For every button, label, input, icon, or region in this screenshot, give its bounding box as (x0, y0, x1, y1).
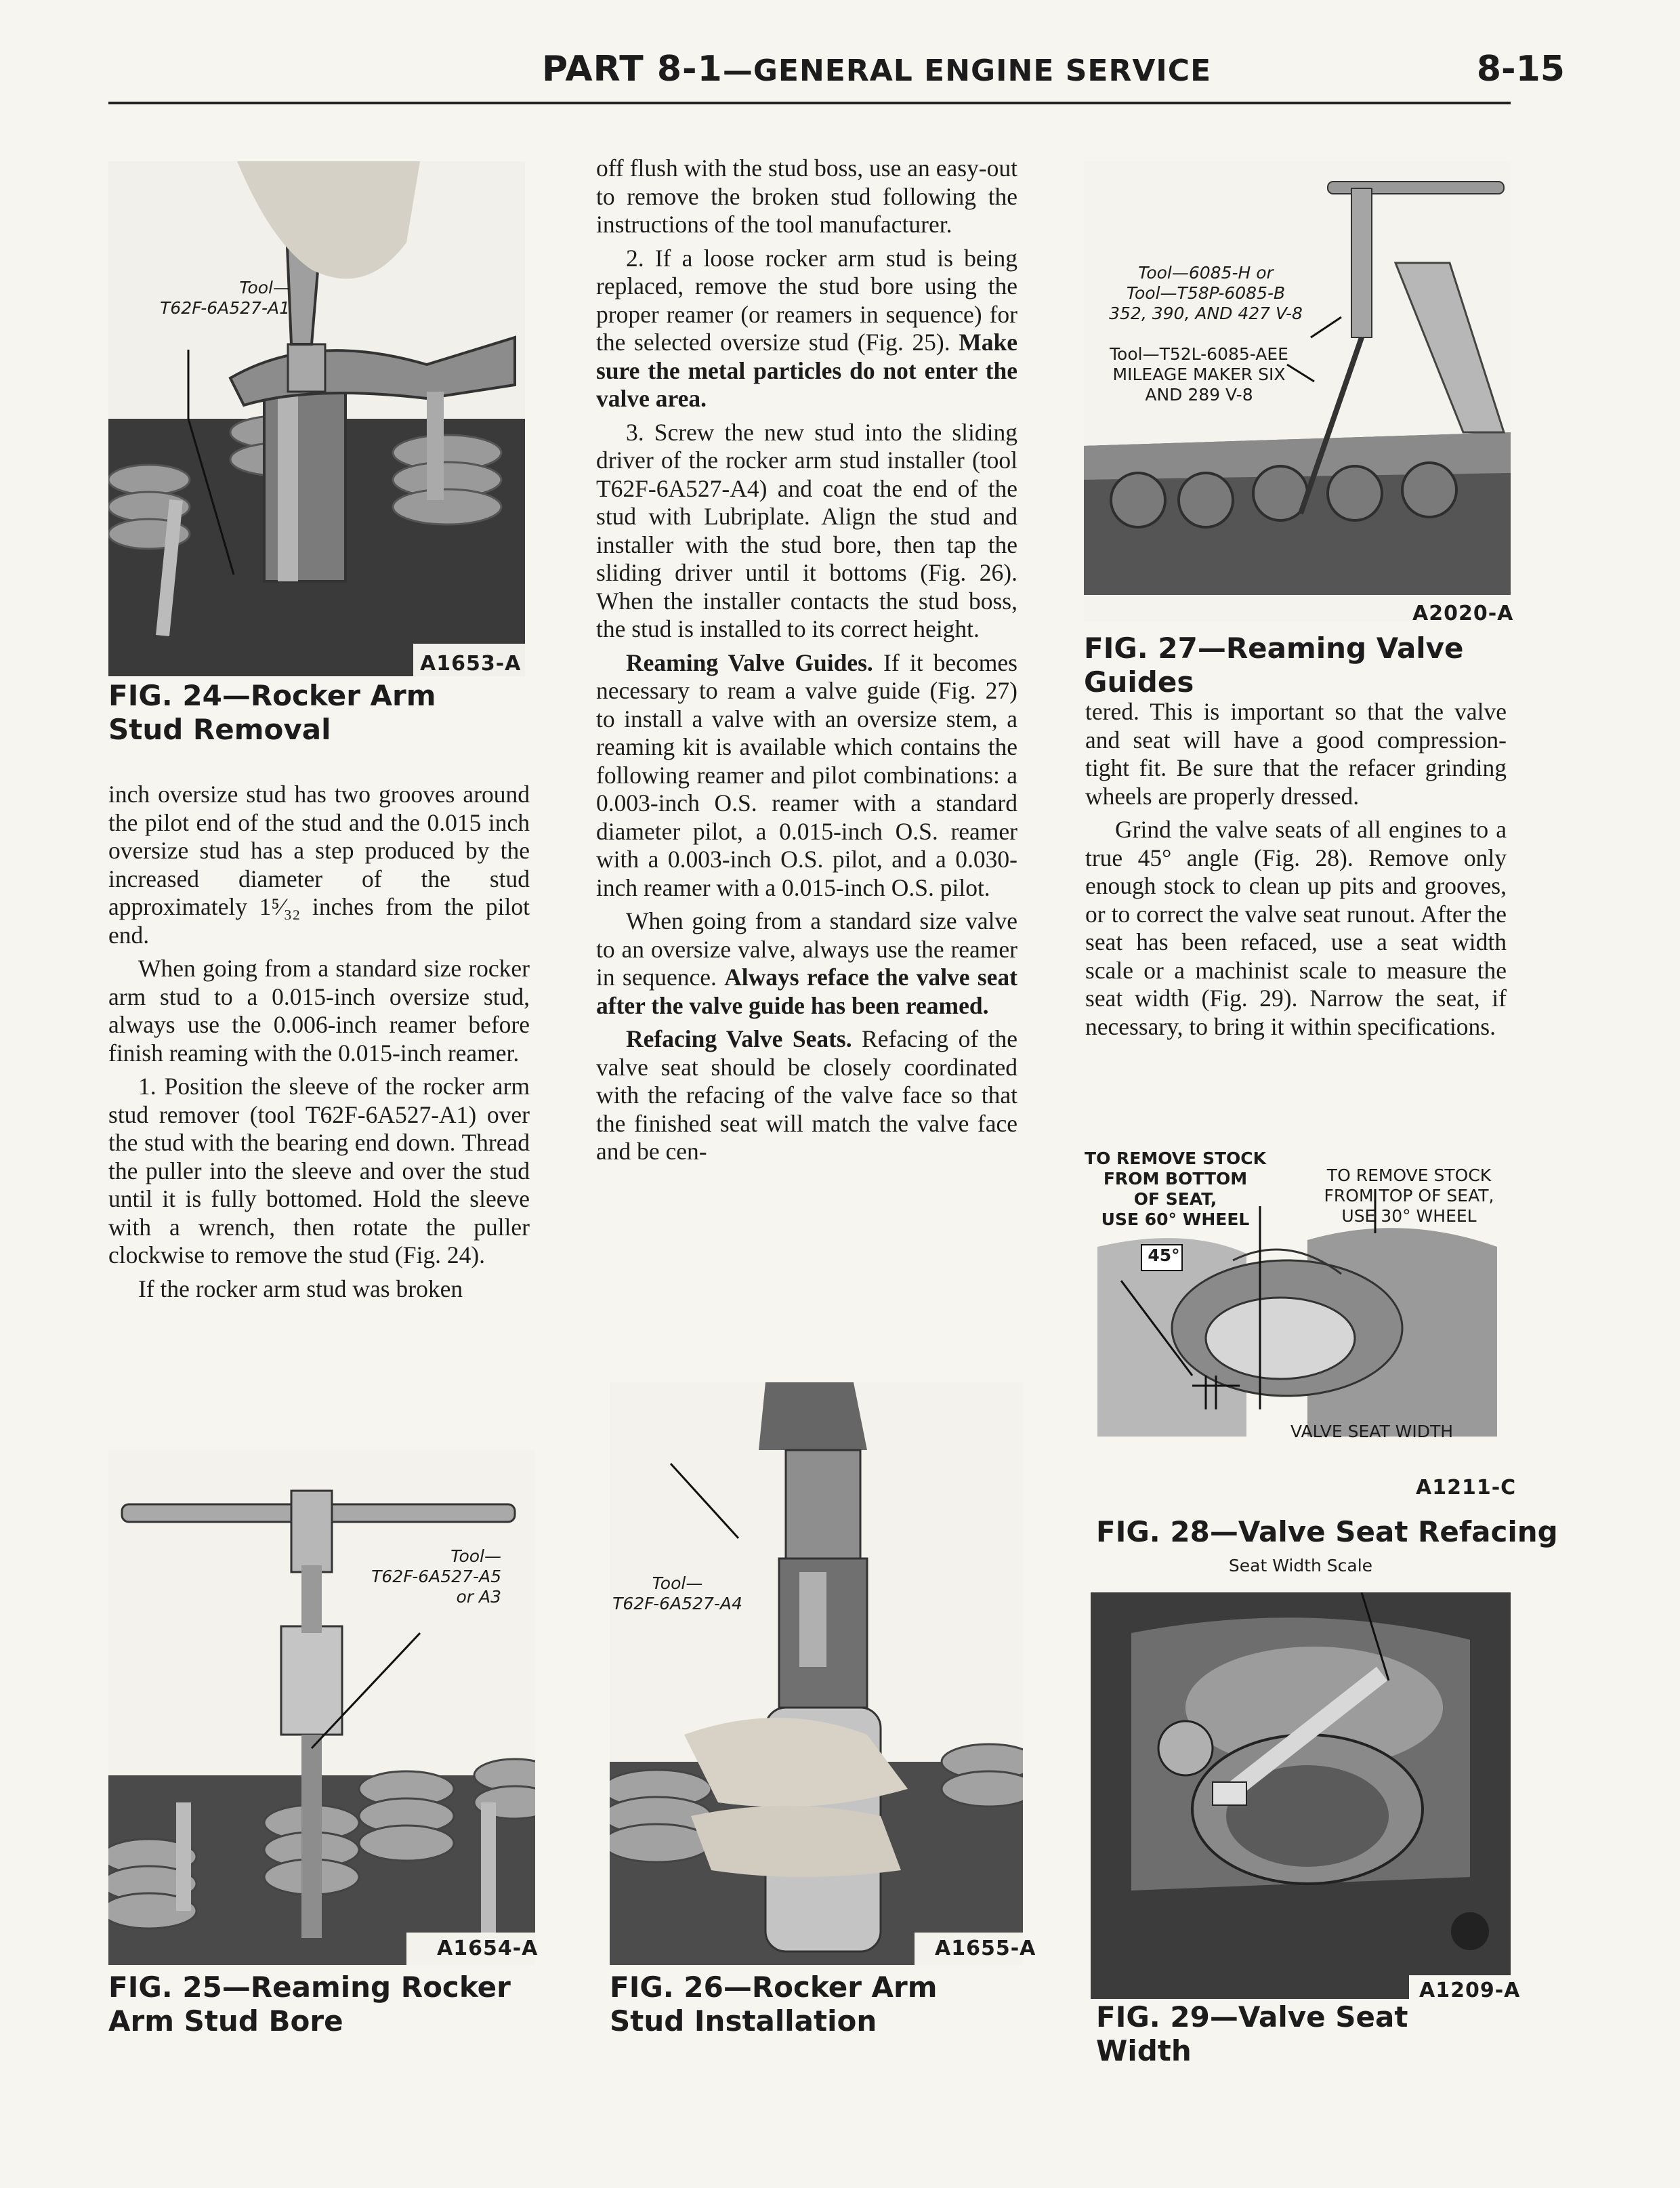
fig24-photo (108, 161, 525, 676)
fig26-photo (610, 1382, 1023, 1965)
fig28-label-left: TO REMOVE STOCK FROM BOTTOM OF SEAT, USE 60° WHEEL (1085, 1149, 1266, 1229)
col2-p4-heading: Reaming Valve Guides. (626, 648, 873, 676)
fig29-scale-label: Seat Width Scale (1228, 1556, 1373, 1575)
col2-p5-bold: Always reface the valve seat after the valve guide has been reamed. (596, 964, 1017, 1019)
col2-paragraph-1: off flush with the stud boss, use an easy-out to remove the broken stud following the instructions of the tool manufacturer. (596, 154, 1017, 238)
fig24-caption: FIG. 24—Rocker Arm Stud Removal (108, 679, 436, 746)
col2-p4-text: If it becomes necessary to ream a valve guide (Fig. 27) to install a valve with an oversize stem, a reaming kit is available which contains the following reamer and pilot combinations: a 0.003-inch O.S. reamer with a standard diameter pilot, a 0.015-inch O.S. reamer with a 0.003-inch O.S. pilot, and a 0.030-inch reamer with a 0.015-inch O.S. pilot. (596, 648, 1017, 901)
column-1-text (108, 781, 530, 1308)
page-number: 8-15 (1476, 49, 1565, 89)
fig28-angle: 45° (1148, 1245, 1180, 1265)
col2-paragraph-6 (596, 1025, 1017, 1166)
col1-paragraph-3: 1. Position the sleeve of the rocker arm stud remover (tool T62F-6A527-A1) over the stud with the bearing end down. Thread the puller into the sleeve and over the stud until it is fully bottomed. Hold the sleeve with a wrench, then rotate the puller clockwise to remove the stud (Fig. 24). (108, 1073, 530, 1268)
fig24-illustration (108, 161, 525, 676)
fig28-code: A1211-C (1416, 1476, 1517, 1500)
fig25-illustration (108, 1450, 535, 1965)
column-3-text (1085, 698, 1507, 1046)
col2-paragraph-4 (596, 649, 1017, 903)
fig25-tool-label: Tool— T62F-6A527-A5 or A3 (371, 1546, 501, 1607)
col2-p6-heading: Refacing Valve Seats. (626, 1025, 852, 1052)
fig25-code: A1654-A (437, 1937, 539, 1960)
fig28-valve-seat-width: VALVE SEAT WIDTH (1290, 1422, 1454, 1441)
header-rule (108, 102, 1511, 104)
fig28-label-right: TO REMOVE STOCK FROM TOP OF SEAT, USE 30° WHEEL (1324, 1165, 1494, 1226)
fig25-photo (108, 1450, 535, 1965)
fig28-caption: FIG. 28—Valve Seat Refacing (1096, 1515, 1558, 1548)
fig29-code: A1209-A (1419, 1979, 1521, 2002)
fig26-tool-label: Tool— T62F-6A527-A4 (612, 1573, 742, 1613)
column-2-text (596, 154, 1017, 1172)
col2-p6-text: Refacing of the valve seat should be closely coordinated with the refacing of the valve face so that the finished seat will match the valve face and be cen- (596, 1025, 1017, 1165)
fig26-illustration (610, 1382, 1023, 1965)
fig27-code: A2020-A (1412, 602, 1514, 625)
page-header (542, 49, 1211, 89)
fig24-code: A1653-A (420, 652, 522, 676)
fig29-caption: FIG. 29—Valve Seat Width (1096, 2000, 1408, 2067)
col3-paragraph-1: tered. This is important so that the valve and seat will have a good compression-tight fit. Be sure that the refacer grinding wheels are properly dressed. (1085, 698, 1507, 810)
col2-paragraph-3: 3. Screw the new stud into the sliding driver of the rocker arm stud installer (tool T62F-6A527-A4) and coat the end of the stud with Lubriplate. Align the stud and installer with the stud bore, then tap the sliding driver until it bottoms (Fig. 26). When the installer contacts the stud boss, the stud is installed to its correct height. (596, 418, 1017, 642)
fig26-caption: FIG. 26—Rocker Arm Stud Installation (610, 1970, 938, 2038)
col1-paragraph-1: inch oversize stud has two grooves around the pilot end of the stud and the 0.015 inch oversize stud has a step produced by the increased diameter of the stud approximately 1⁵⁄₃₂ inches from the pilot end. (108, 781, 530, 949)
fig27-label-2: Tool—T52L-6085-AEE MILEAGE MAKER SIX AND 289 V-8 (1110, 344, 1288, 405)
fig29-illustration (1091, 1592, 1511, 1999)
fig26-code: A1655-A (935, 1937, 1036, 1960)
header-part: PART 8-1 (542, 49, 723, 89)
col2-p5-text: When going from a standard size valve to an oversize valve, always use the reamer in sequence. (596, 907, 1017, 991)
col1-paragraph-2: When going from a standard size rocker arm stud to a 0.015-inch oversize stud, always use the 0.006-inch reamer before finish reaming with the 0.015-inch reamer. (108, 955, 530, 1067)
col1-paragraph-4: If the rocker arm stud was broken (138, 1275, 463, 1302)
header-section: —GENERAL ENGINE SERVICE (722, 54, 1212, 88)
fig27-caption: FIG. 27—Reaming Valve Guides (1084, 632, 1464, 699)
col2-p2-bold: Make sure the metal particles do not enter the valve area. (596, 329, 1017, 412)
col2-paragraph-5 (596, 907, 1017, 1020)
col3-paragraph-2: Grind the valve seats of all engines to a true 45° angle (Fig. 28). Remove only enough stock to clean up pits and grooves, or to correct the valve seat runout. After the seat has been refaced, use a seat width scale or a machinist scale to measure the seat width (Fig. 29). Narrow the seat, if necessary, to bring it within specifications. (1085, 816, 1507, 1040)
col2-paragraph-2 (596, 245, 1017, 413)
fig27-label-1: Tool—6085-H or Tool—T58P-6085-B 352, 390, AND 427 V-8 (1109, 263, 1303, 323)
fig24-tool-label: Tool— T62F-6A527-A1 (160, 278, 290, 318)
col2-p2-text: 2. If a loose rocker arm stud is being replaced, remove the stud bore using the proper reamer (or reamers in sequence) for the selected oversize stud (Fig. 25). (596, 244, 1017, 356)
fig29-photo (1091, 1592, 1511, 1999)
fig25-caption: FIG. 25—Reaming Rocker Arm Stud Bore (108, 1970, 511, 2038)
